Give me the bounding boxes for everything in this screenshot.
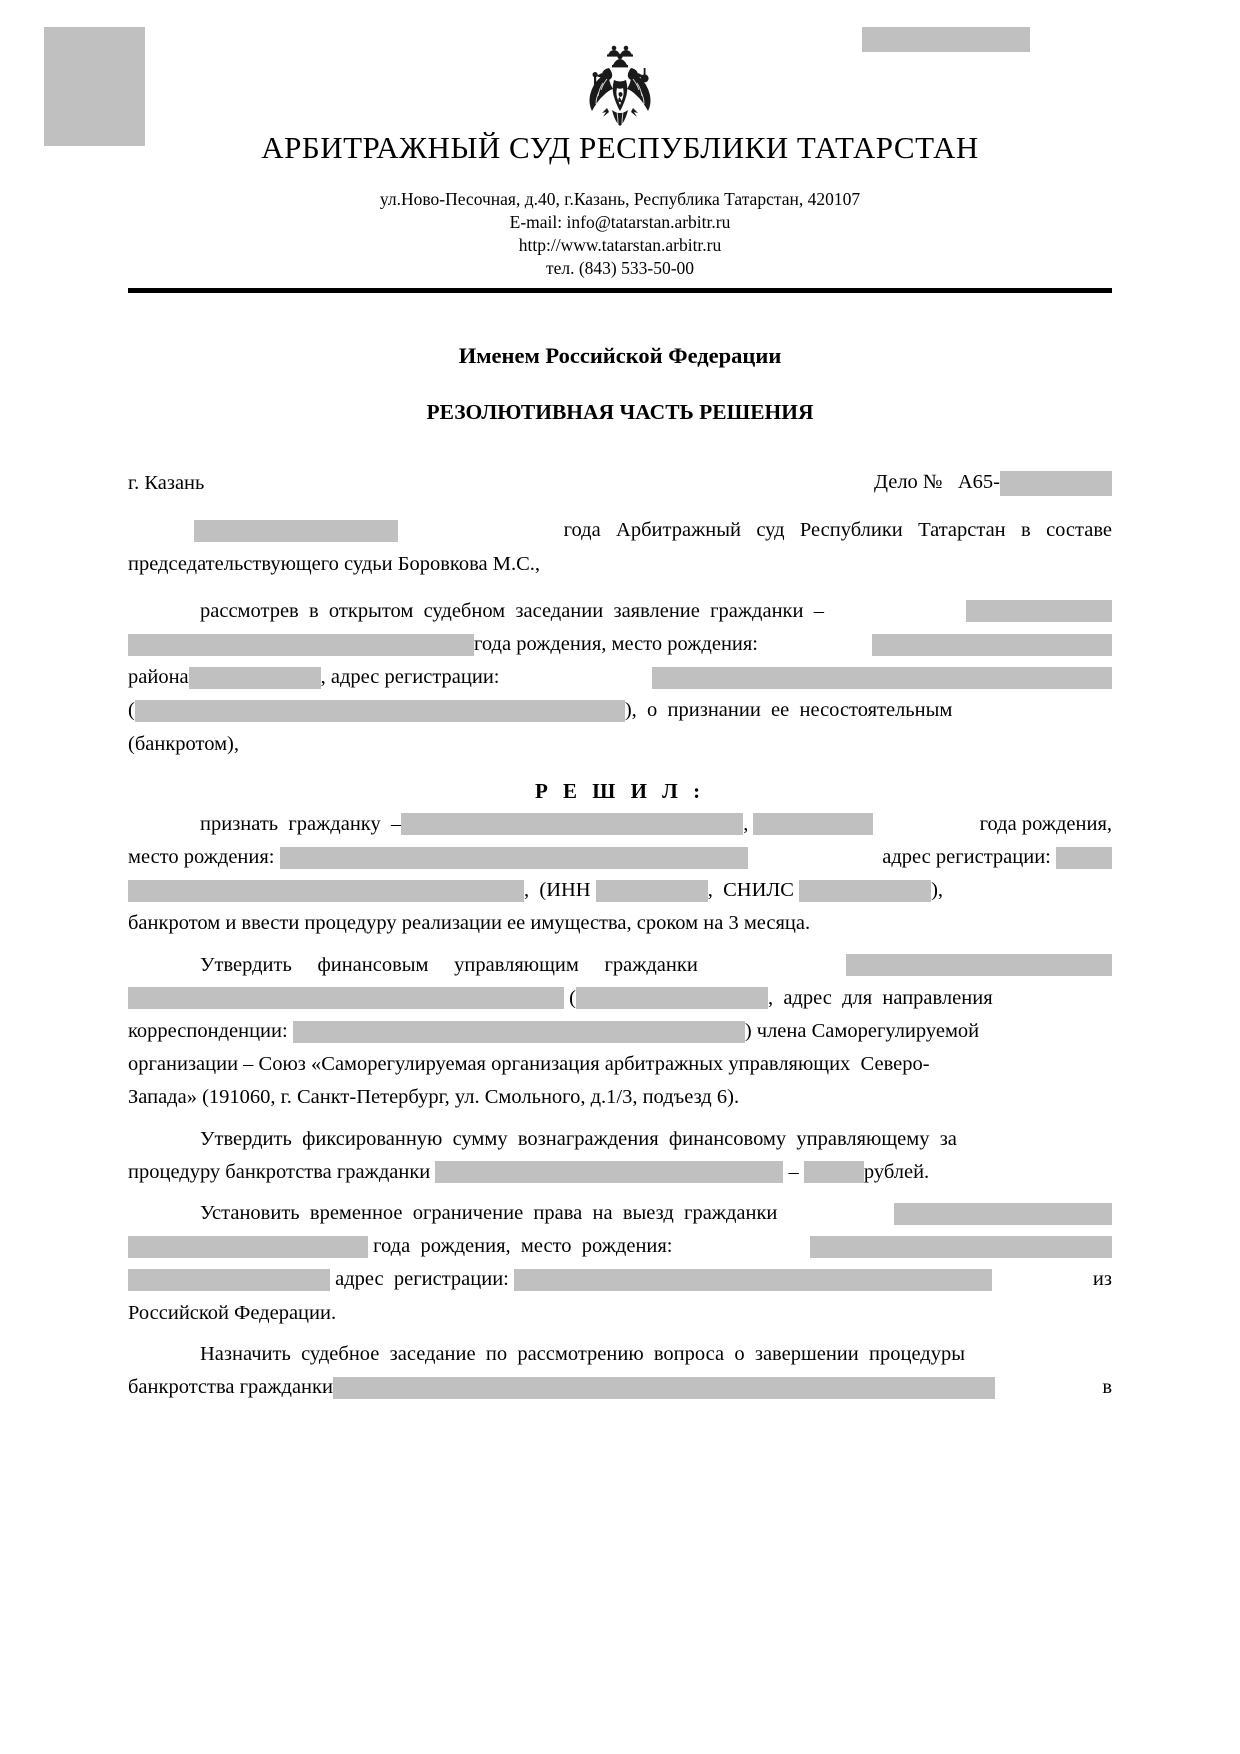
coat-of-arms-emblem [0, 0, 1240, 126]
redaction-debtor-name-2 [846, 954, 1112, 976]
birth-place-label-2: место рождения: [128, 846, 275, 868]
russian-federation-text: Российской Федерации. [128, 1301, 337, 1324]
registration-label-2: адрес регистрации: [882, 846, 1051, 868]
redaction-debtor-name-3 [435, 1161, 783, 1183]
redaction-debtor-name-5 [333, 1377, 995, 1399]
redaction-block-header-left [44, 27, 145, 146]
court-phone-line: тел. (843) 533-50-00 [545, 258, 695, 279]
redaction-debtor-name-1 [401, 813, 743, 835]
district-registration-line [128, 661, 1112, 694]
insolvency-request-text: ), о признании ее несостоятельным [624, 699, 953, 722]
birth-info-text: года рождения, место рождения: [474, 632, 759, 655]
approve-manager-line-1 [128, 949, 1112, 982]
redaction-snils [799, 880, 931, 902]
intro-date-line [128, 514, 1112, 547]
sro-name-text-2: Запада» (191060, г. Санкт-Петербург, ул. Смольного, д.1/3, подъезд 6). [128, 1086, 740, 1109]
declare-bankrupt-line-3 [128, 874, 1112, 907]
hearing-schedule-line-2 [128, 1371, 1112, 1404]
redaction-inn [596, 880, 708, 902]
redaction-district-1 [189, 667, 321, 689]
paren-open-2: ( [569, 986, 576, 1009]
remuneration-line-1 [128, 1123, 1112, 1156]
presiding-judge-text: председательствующего судьи Боровкова М.С., [128, 552, 540, 575]
redaction-decision-date [194, 520, 398, 542]
travel-ban-address-label: адрес регистрации: [335, 1268, 509, 1291]
travel-ban-line-2 [128, 1230, 1112, 1263]
birth-info-line [128, 628, 1112, 661]
redaction-district-2 [128, 1269, 330, 1291]
travel-ban-birth-text: года рождения, место рождения: [373, 1235, 673, 1258]
court-address-line: ул.Ново-Песочная, д.40, г.Казань, Республика Татарстан, 420107 [379, 189, 861, 209]
correspondence-address-label: , адрес для направления [767, 986, 993, 1009]
paren-close-1: ), [931, 879, 944, 902]
review-statement-line-1 [128, 595, 1112, 628]
case-number-label: Дело № [873, 471, 943, 494]
redaction-debtor-name-4 [894, 1203, 1112, 1225]
redaction-debtor-birth-date [753, 813, 873, 835]
document-type-heading: РЕЗОЛЮТИВНАЯ ЧАСТЬ РЕШЕНИЯ [426, 399, 814, 424]
declare-citizen-text: признать гражданку – [200, 812, 402, 835]
dash-1: – [788, 1160, 799, 1183]
rubles-label: рублей. [863, 1160, 930, 1183]
sro-name-line-1 [128, 1048, 1112, 1081]
in-preposition: в [1102, 1376, 1112, 1399]
property-realization-text: банкротом и ввести процедуру реализации ее имущества, сроком на 3 месяца. [128, 912, 811, 935]
city-label: г. Казань [128, 471, 205, 494]
redaction-applicant-name-1 [966, 600, 1112, 622]
inn-label: , (ИНН [524, 879, 591, 902]
redaction-case-number [1000, 471, 1112, 496]
bankrupt-word-line [128, 728, 1112, 761]
case-number-prefix: А65- [957, 471, 1000, 494]
registration-address-label: , адрес регистрации: [320, 666, 500, 689]
remuneration-line-2 [128, 1156, 1112, 1189]
comma-1: , [743, 812, 749, 835]
review-statement-text: рассмотрев в открытом судебном заседании заявление гражданки – [200, 599, 824, 622]
case-header-row [128, 471, 1112, 496]
redaction-debtor-address-2 [128, 880, 524, 902]
case-number-block [874, 471, 1112, 496]
approve-manager-line-2 [128, 982, 1112, 1015]
court-contact-block [0, 188, 1240, 280]
travel-ban-line-1 [128, 1197, 1112, 1230]
redaction-correspondence-address [293, 1021, 745, 1043]
declare-bankrupt-line-4 [128, 907, 1112, 940]
sro-member-text: ) члена Саморегулируемой [744, 1020, 980, 1043]
birth-year-text: года рождения, [979, 812, 1112, 835]
redaction-registration-address-3 [514, 1269, 992, 1291]
travel-ban-line-4 [128, 1297, 1112, 1330]
bankrupt-word-text: (банкротом), [128, 732, 239, 755]
bankruptcy-procedure-label: процедуру банкротства гражданки [128, 1160, 431, 1183]
redaction-remuneration-amount [804, 1161, 864, 1183]
in-name-of-federation-heading: Именем Российской Федерации [458, 343, 782, 369]
remuneration-text: Утвердить фиксированную сумму вознаграждения финансовому управляющему за [200, 1127, 957, 1150]
intro-date-suffix: года Арбитражный суд Республики Татарстан в составе [563, 519, 1112, 542]
redaction-birth-date-1 [128, 634, 474, 656]
redaction-manager-id [576, 987, 768, 1009]
redaction-birth-date-2 [128, 1236, 368, 1258]
declare-bankrupt-line-2 [128, 841, 1112, 874]
redaction-block-header-right [862, 27, 1030, 52]
declare-bankrupt-line-1 [128, 808, 1112, 841]
insolvency-request-line [128, 694, 1112, 727]
presiding-judge-line [128, 548, 1112, 581]
court-website-line: http://www.tatarstan.arbitr.ru [518, 235, 722, 256]
redaction-birth-place-1 [872, 634, 1112, 656]
redaction-birth-place-2 [810, 1236, 1112, 1258]
redaction-registration-address-1 [652, 667, 1112, 689]
snils-label: , СНИЛС [707, 879, 794, 902]
operative-part-heading: Р Е Ш И Л : [534, 778, 706, 803]
sro-name-text-1: организации – Союз «Саморегулируемая организация арбитражных управляющих Северо- [128, 1053, 930, 1076]
approve-manager-line-3 [128, 1015, 1112, 1048]
document-body [128, 345, 1112, 1404]
redaction-registration-address-2 [135, 700, 625, 722]
court-email-line: E-mail: info@tatarstan.arbitr.ru [509, 212, 731, 233]
hearing-schedule-line-1 [128, 1338, 1112, 1371]
header-divider-rule [128, 288, 1112, 293]
correspondence-label: корреспонденции: [128, 1020, 288, 1043]
court-name-title: АРБИТРАЖНЫЙ СУД РЕСПУБЛИКИ ТАТАРСТАН [261, 130, 979, 165]
district-label: района [128, 666, 189, 689]
paren-open-1: ( [128, 699, 135, 722]
russian-federation-coat-of-arms-icon [579, 42, 661, 138]
approve-manager-text: Утвердить финансовым управляющим гражданки [200, 953, 698, 976]
hearing-schedule-text: Назначить судебное заседание по рассмотрению вопроса о завершении процедуры [200, 1342, 965, 1365]
redaction-manager-name [128, 987, 564, 1009]
travel-ban-line-3 [128, 1263, 1112, 1296]
redaction-debtor-address-1 [1056, 847, 1112, 869]
travel-ban-text: Установить временное ограничение права на выезд гражданки [200, 1202, 778, 1225]
sro-name-line-2 [128, 1081, 1112, 1114]
redaction-debtor-birth-place [280, 847, 748, 869]
bankruptcy-of-citizen-label: банкротства гражданки [128, 1376, 333, 1399]
from-label: из [1092, 1268, 1112, 1291]
